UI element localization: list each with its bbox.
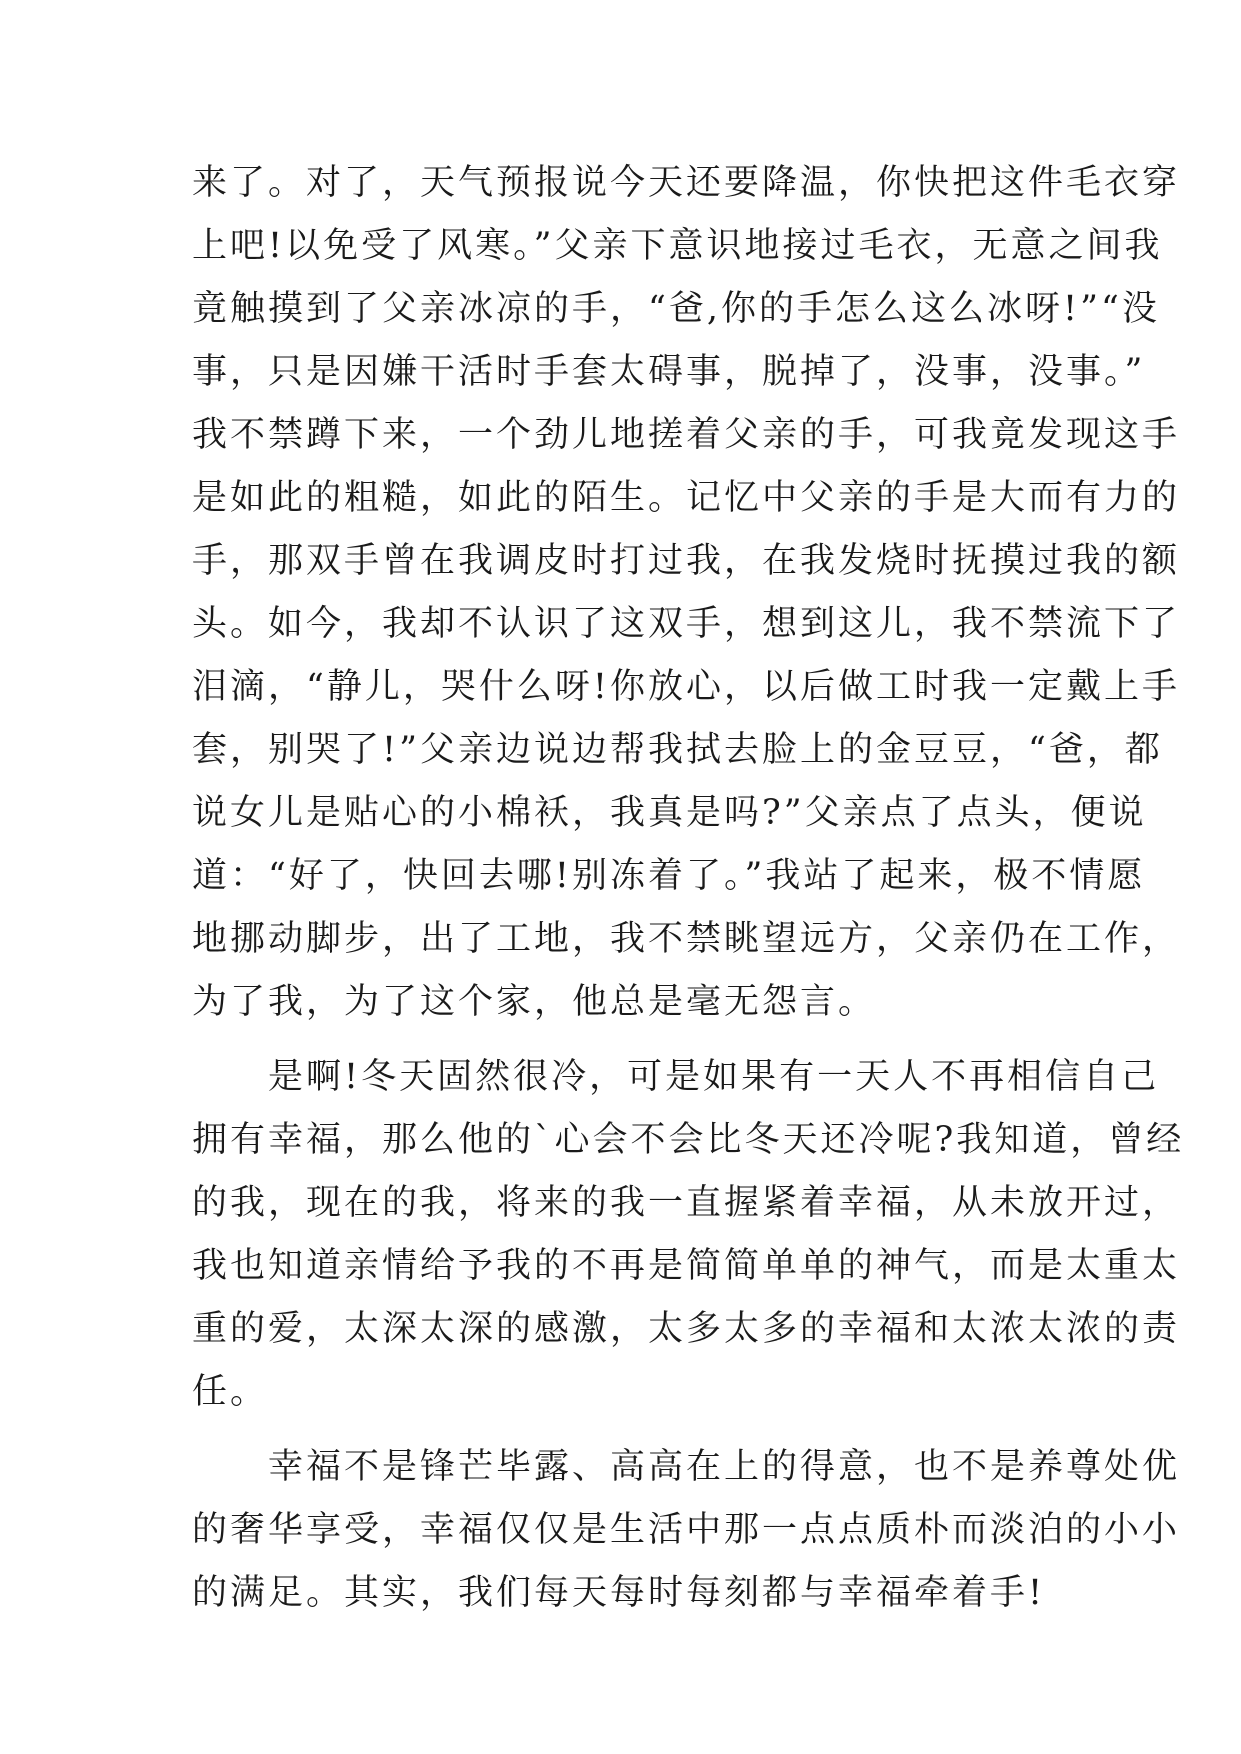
text-line: 任。 (192, 1372, 269, 1412)
text-line: 事，只是因嫌干活时手套太碍事，脱掉了，没事，没事。” (192, 352, 1146, 392)
text-line: 重的爱，太深太深的感激，太多太多的幸福和太浓太浓的责 (192, 1309, 1181, 1349)
text-line: 的满足。其实，我们每天每时每刻都与幸福牵着手! (192, 1573, 1046, 1613)
paragraph-2 (192, 1046, 1185, 1424)
text-line: 手，那双手曾在我调皮时打过我，在我发烧时抚摸过我的额 (192, 541, 1181, 581)
text-line: 地挪动脚步，出了工地，我不禁眺望远方，父亲仍在工作， (192, 919, 1181, 959)
text-line: 道：“好了，快回去哪!别冻着了。”我站了起来，极不情愿 (192, 856, 1146, 896)
text-line: 套，别哭了!”父亲边说边帮我拭去脸上的金豆豆，“爸，都 (192, 730, 1163, 770)
text-line: 竟触摸到了父亲冰凉的手，“爸,你的手怎么这么冰呀!”“没 (192, 289, 1160, 329)
text-line: 是如此的粗糙，如此的陌生。记忆中父亲的手是大而有力的 (192, 478, 1181, 518)
text-line: 的奢华享受，幸福仅仅是生活中那一点点质朴而淡泊的小小 (192, 1510, 1181, 1550)
document-body (192, 152, 1185, 1625)
paragraph-spacer (192, 1034, 1072, 1046)
text-line: 幸福不是锋芒毕露、高高在上的得意，也不是养尊处优 (192, 1447, 1181, 1487)
text-line: 是啊!冬天固然很冷，可是如果有一天人不再相信自己 (192, 1057, 1160, 1097)
text-line: 为了我，为了这个家，他总是毫无怨言。 (192, 982, 877, 1022)
paragraph-1 (192, 152, 1181, 1034)
paragraph-3 (192, 1436, 1181, 1625)
text-line: 的我，现在的我，将来的我一直握紧着幸福，从未放开过， (192, 1183, 1181, 1223)
text-line: 来了。对了，天气预报说今天还要降温，你快把这件毛衣穿 (192, 163, 1181, 203)
text-line: 上吧!以免受了风寒。”父亲下意识地接过毛衣，无意之间我 (192, 226, 1163, 266)
text-line: 头。如今，我却不认识了这双手，想到这儿，我不禁流下了 (192, 604, 1181, 644)
text-line: 说女儿是贴心的小棉袄，我真是吗?”父亲点了点头，便说 (192, 793, 1147, 833)
text-line: 我也知道亲情给予我的不再是简简单单的神气，而是太重太 (192, 1246, 1181, 1286)
paragraph-spacer (192, 1424, 1072, 1436)
text-line: 泪滴，“静儿，哭什么呀!你放心，以后做工时我一定戴上手 (192, 667, 1180, 707)
text-line: 拥有幸福，那么他的`心会不会比冬天还冷呢?我知道，曾经 (192, 1120, 1185, 1160)
text-line: 我不禁蹲下来，一个劲儿地搓着父亲的手，可我竟发现这手 (192, 415, 1181, 455)
